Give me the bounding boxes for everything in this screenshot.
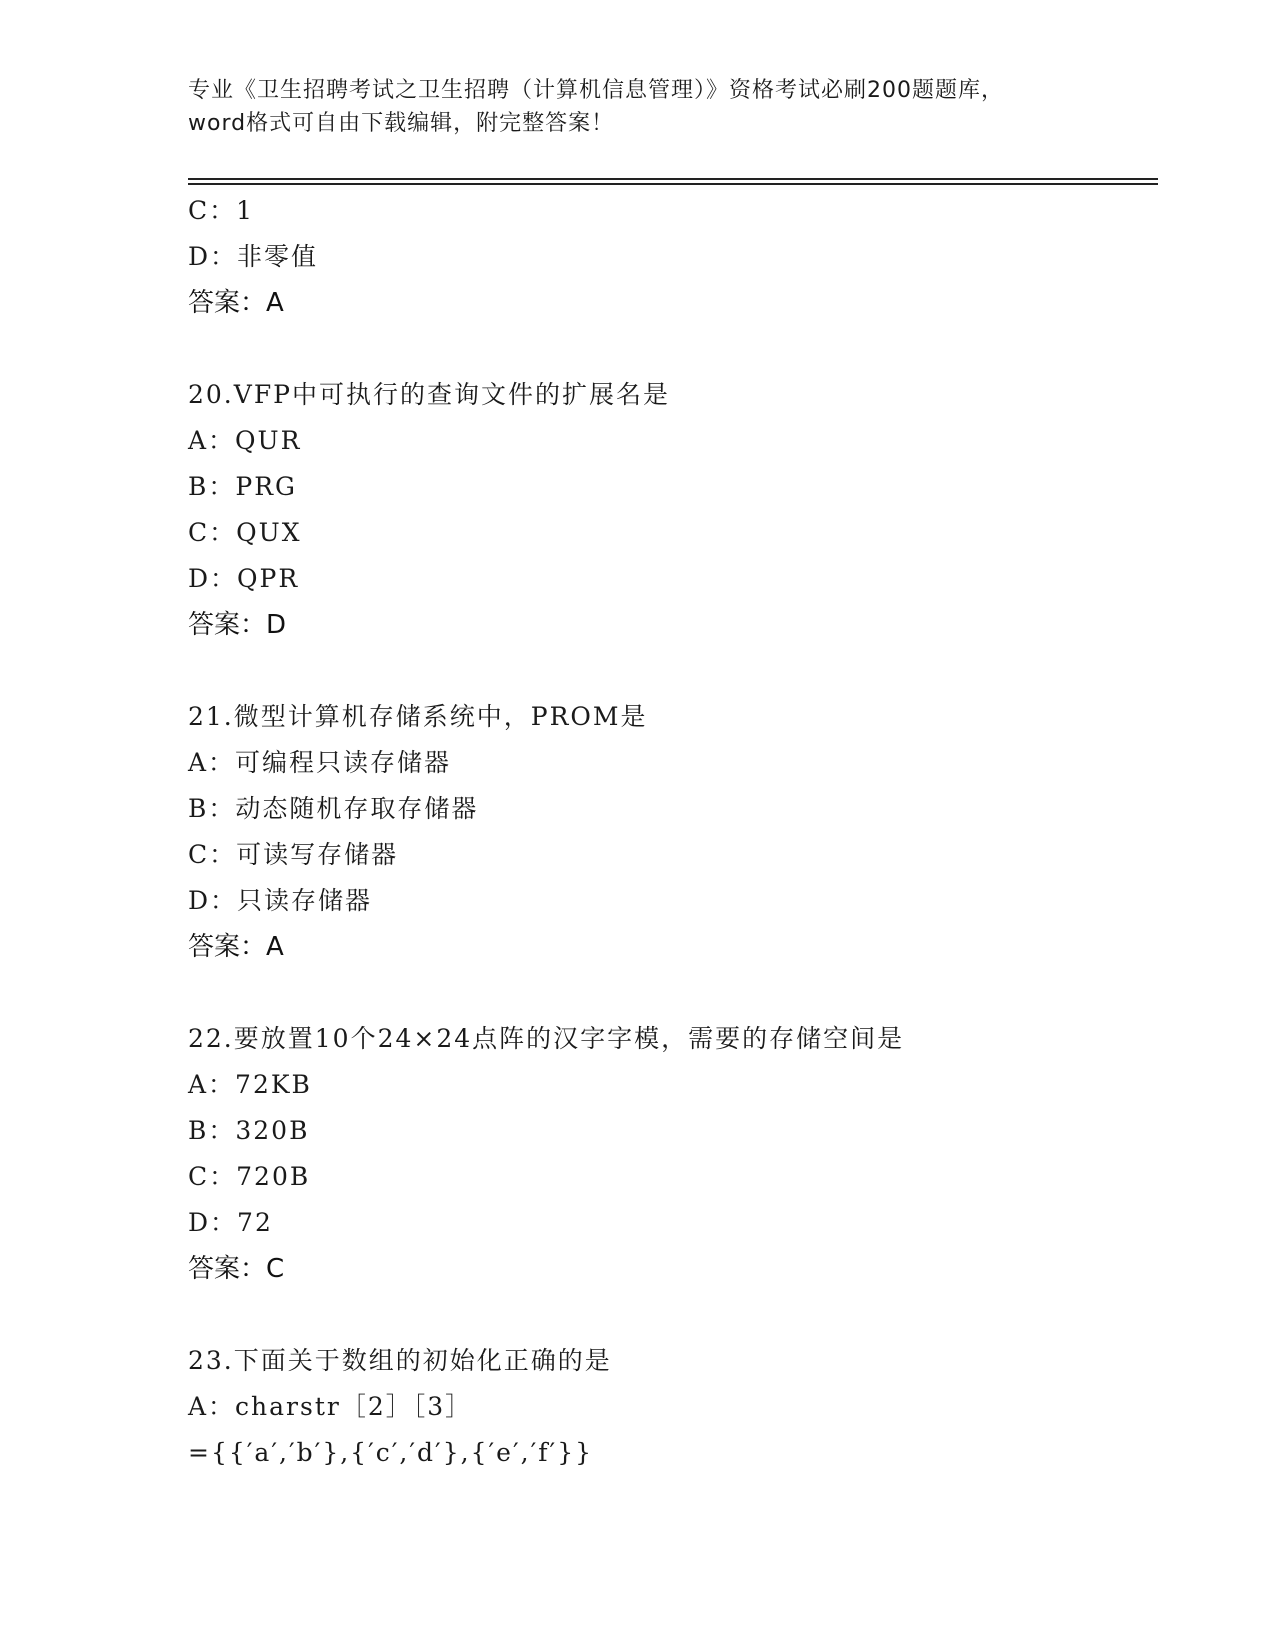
option-b: B：动态随机存取存储器 <box>188 794 479 823</box>
question-21 <box>188 694 1188 970</box>
question-stem: 22.要放置10个24×24点阵的汉字字模，需要的存储空间是 <box>188 1024 905 1053</box>
option-d: D：非零值 <box>188 242 319 271</box>
previous-question-tail <box>188 188 1188 326</box>
option-a-continuation: ={{′a′,′b′},{′c′,′d′},{′e′,′f′}} <box>188 1438 594 1467</box>
answer: 答案：C <box>188 1254 285 1284</box>
document-header <box>188 74 1088 140</box>
answer: 答案：A <box>188 932 284 962</box>
option-a: A：QUR <box>188 426 302 455</box>
question-stem: 23.下面关于数组的初始化正确的是 <box>188 1346 612 1375</box>
option-c: C：QUX <box>188 518 302 547</box>
spacer <box>188 1292 1188 1338</box>
option-a: A：charstr［2］［3］ <box>188 1392 473 1421</box>
header-line-2: word格式可自由下载编辑，附完整答案！ <box>188 111 615 136</box>
option-a: A：72KB <box>188 1070 312 1099</box>
option-c: C：可读写存储器 <box>188 840 399 869</box>
question-20 <box>188 372 1188 648</box>
spacer <box>188 970 1188 1016</box>
option-b: B：320B <box>188 1116 310 1145</box>
question-stem: 21.微型计算机存储系统中，PROM是 <box>188 702 648 731</box>
header-divider-bottom <box>188 183 1158 185</box>
option-c: C：1 <box>188 196 255 225</box>
option-d: D：QPR <box>188 564 300 593</box>
question-23 <box>188 1338 1188 1476</box>
question-list <box>188 188 1188 1476</box>
option-d: D：只读存储器 <box>188 886 373 915</box>
question-22 <box>188 1016 1188 1292</box>
spacer <box>188 326 1188 372</box>
option-b: B：PRG <box>188 472 297 501</box>
option-c: C：720B <box>188 1162 311 1191</box>
answer: 答案：D <box>188 610 287 640</box>
answer: 答案：A <box>188 288 284 318</box>
header-divider-top <box>188 178 1158 180</box>
question-stem: 20.VFP中可执行的查询文件的扩展名是 <box>188 380 670 409</box>
header-line-1: 专业《卫生招聘考试之卫生招聘（计算机信息管理）》资格考试必刷200题题库， <box>188 78 1004 103</box>
option-a: A：可编程只读存储器 <box>188 748 452 777</box>
spacer <box>188 648 1188 694</box>
option-d: D：72 <box>188 1208 273 1237</box>
